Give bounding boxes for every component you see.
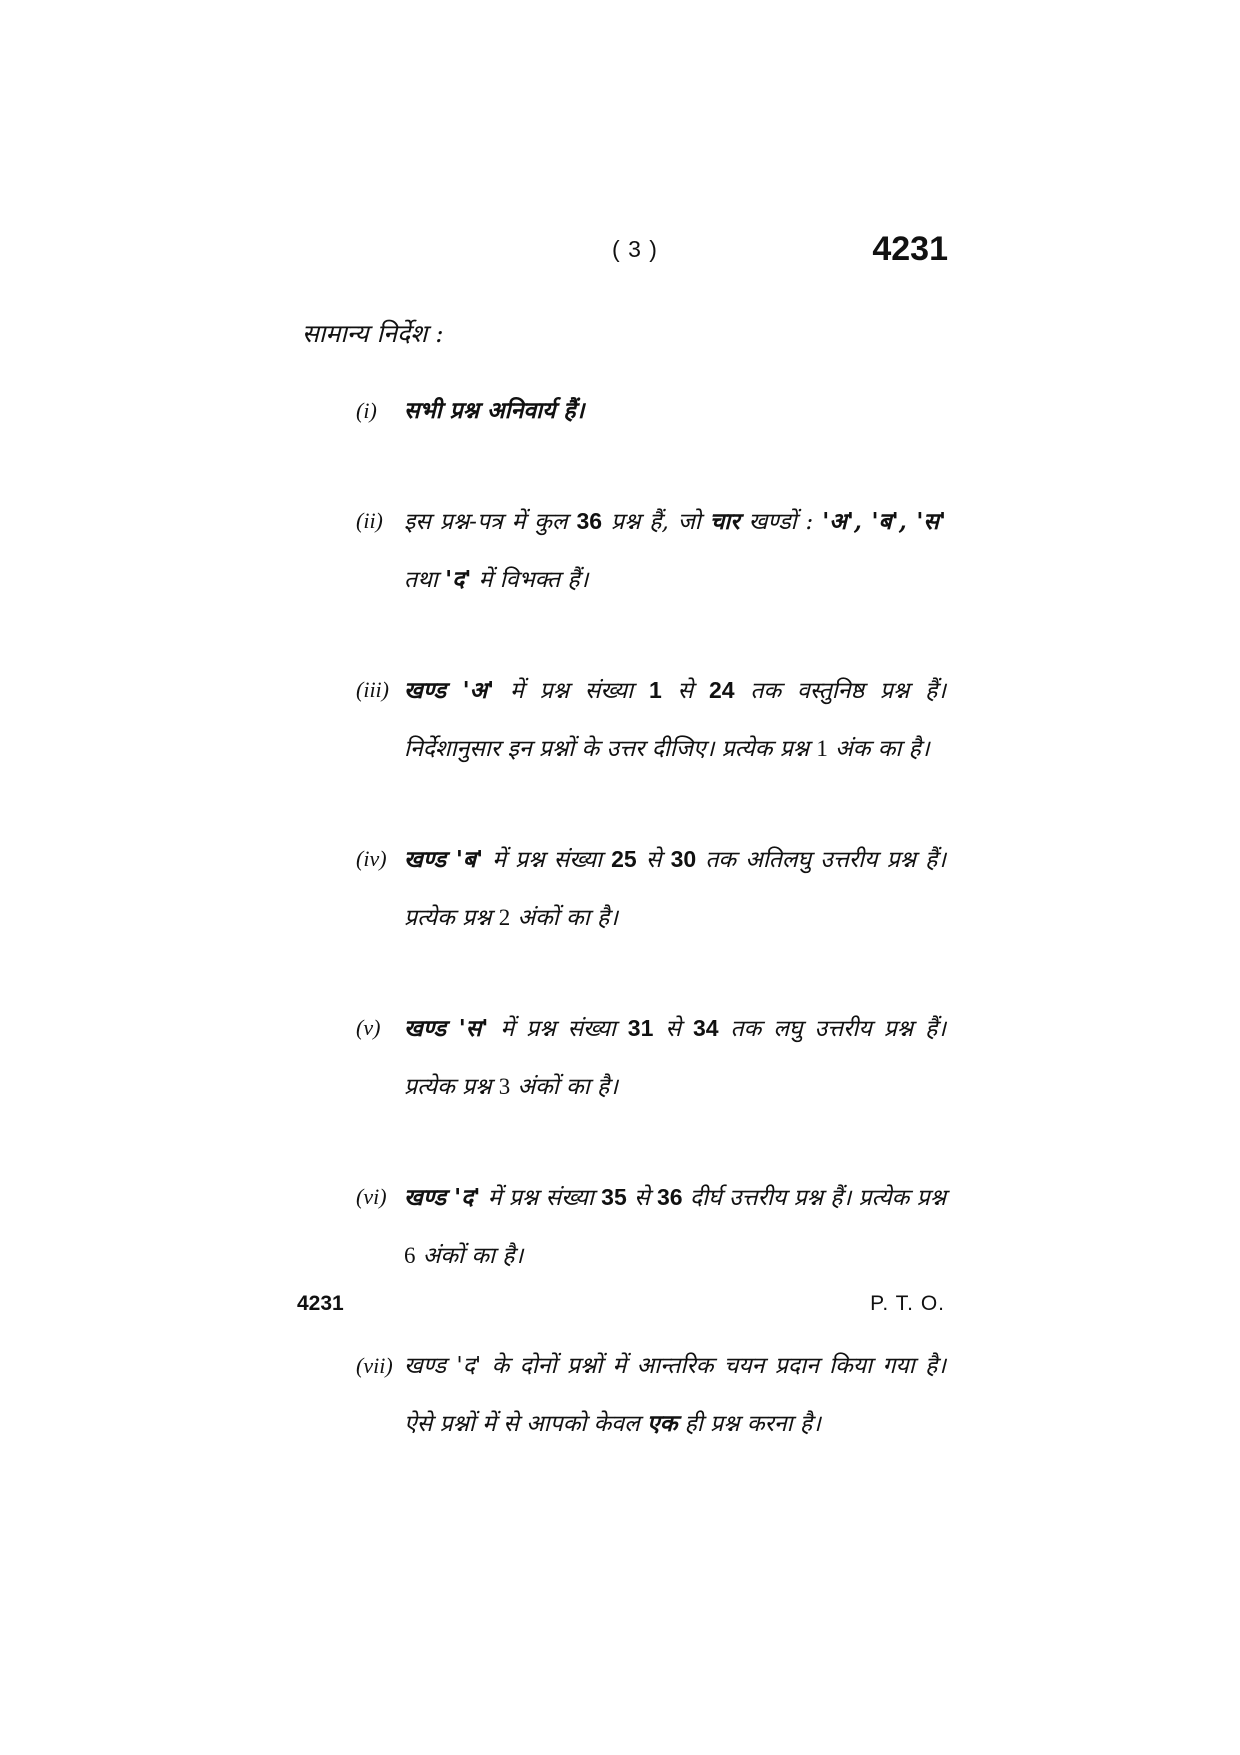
instruction-segment: से xyxy=(653,1016,693,1042)
question-number: 1 xyxy=(648,677,662,703)
instruction-text xyxy=(404,398,584,424)
instruction-number: (vii) xyxy=(356,1353,393,1378)
emphasis-text: खण्ड 'स' xyxy=(404,1015,489,1042)
emphasis-text: सभी प्रश्न अनिवार्य हैं। xyxy=(404,397,585,424)
question-number: 35 xyxy=(601,1184,627,1210)
instruction-number: (ii) xyxy=(356,508,383,533)
instruction-segment: खण्ड 'द' के दोनों प्रश्नों में आन्तरिक चयन प्रदान किया गया है। ऐसे प्रश्नों में से आपको केवल xyxy=(404,1353,946,1437)
emphasis-text: 'अ', 'ब', 'स' xyxy=(822,508,946,535)
instruction-segment: तथा xyxy=(404,567,446,593)
instruction-segment: से xyxy=(626,1185,657,1211)
instruction-segment: से xyxy=(661,678,709,704)
paper-code-footer: 4231 xyxy=(297,1292,344,1315)
instruction-segment: में प्रश्न संख्या xyxy=(494,678,649,704)
question-number: 31 xyxy=(627,1015,654,1041)
marks-value: 3 xyxy=(498,1074,511,1099)
instruction-segment: दीर्घ उत्तरीय प्रश्न हैं। प्रत्येक प्रश्न xyxy=(682,1185,946,1211)
instruction-text xyxy=(404,509,946,593)
instruction-item xyxy=(356,1337,946,1453)
instruction-item xyxy=(356,382,946,440)
instruction-item xyxy=(356,830,946,947)
marks-value: 1 xyxy=(816,736,828,761)
instruction-number: (iv) xyxy=(356,846,387,871)
instruction-segment: तक अतिलघु उत्तरीय प्रश्न हैं। प्रत्येक प्रश्न xyxy=(404,847,946,931)
page-number: ( 3 ) xyxy=(612,236,658,262)
emphasis-text: खण्ड 'अ' xyxy=(404,677,495,704)
emphasis-text: एक xyxy=(646,1410,678,1437)
instruction-segment: खण्डों : xyxy=(739,509,823,535)
instruction-segment: तक लघु उत्तरीय प्रश्न हैं। प्रत्येक प्रश्न xyxy=(404,1016,946,1100)
instruction-segment: में विभक्त हैं। xyxy=(471,567,589,593)
instruction-segment: अंकों का है। xyxy=(510,905,618,931)
instruction-segment: में प्रश्न संख्या xyxy=(480,1185,602,1211)
instruction-item xyxy=(356,999,946,1116)
paper-code-header: 4231 xyxy=(872,230,948,268)
instruction-text xyxy=(404,847,946,931)
general-instructions-heading: सामान्य निर्देश : xyxy=(302,319,444,348)
instruction-text xyxy=(404,1353,946,1437)
instruction-segment: में प्रश्न संख्या xyxy=(488,1016,628,1042)
instruction-segment: इस प्रश्न-पत्र में कुल xyxy=(404,509,577,535)
instruction-item xyxy=(356,1168,946,1285)
emphasis-text: खण्ड 'द' xyxy=(404,1184,481,1211)
marks-value: 2 xyxy=(498,905,511,930)
question-number: 25 xyxy=(611,846,637,872)
instruction-segment: अंकों का है। xyxy=(415,1243,524,1269)
instruction-segment: अंकों का है। xyxy=(510,1074,618,1100)
instruction-number: (vi) xyxy=(356,1184,387,1209)
please-turn-over: P. T. O. xyxy=(870,1292,945,1315)
instruction-number: (i) xyxy=(356,398,377,423)
question-number: 36 xyxy=(657,1184,683,1210)
instruction-segment: अंक का है। xyxy=(827,736,930,762)
instruction-number: (v) xyxy=(356,1015,381,1040)
instruction-text xyxy=(404,1185,946,1269)
instruction-segment: तक वस्तुनिष्ठ प्रश्न हैं। निर्देशानुसार इन प्रश्नों के उत्तर दीजिए। प्रत्येक प्रश्न xyxy=(404,678,946,762)
question-number: 36 xyxy=(576,508,603,534)
instruction-item xyxy=(356,661,946,778)
instruction-segment: प्रश्न हैं, जो xyxy=(602,509,710,535)
instructions-list xyxy=(356,382,946,1505)
instruction-segment: ही प्रश्न करना है। xyxy=(677,1411,821,1437)
instruction-item xyxy=(356,492,946,609)
marks-value: 6 xyxy=(404,1243,416,1268)
instruction-text xyxy=(404,1016,946,1100)
question-number: 30 xyxy=(670,846,697,872)
question-number: 34 xyxy=(692,1015,719,1041)
instruction-number: (iii) xyxy=(356,677,389,702)
instruction-segment: में प्रश्न संख्या xyxy=(483,847,612,873)
emphasis-text: 'द' xyxy=(445,566,472,593)
instruction-text xyxy=(404,678,946,762)
emphasis-text: चार xyxy=(709,508,740,535)
question-number: 24 xyxy=(708,677,735,703)
instruction-segment: से xyxy=(636,847,671,873)
emphasis-text: खण्ड 'ब' xyxy=(404,846,484,873)
